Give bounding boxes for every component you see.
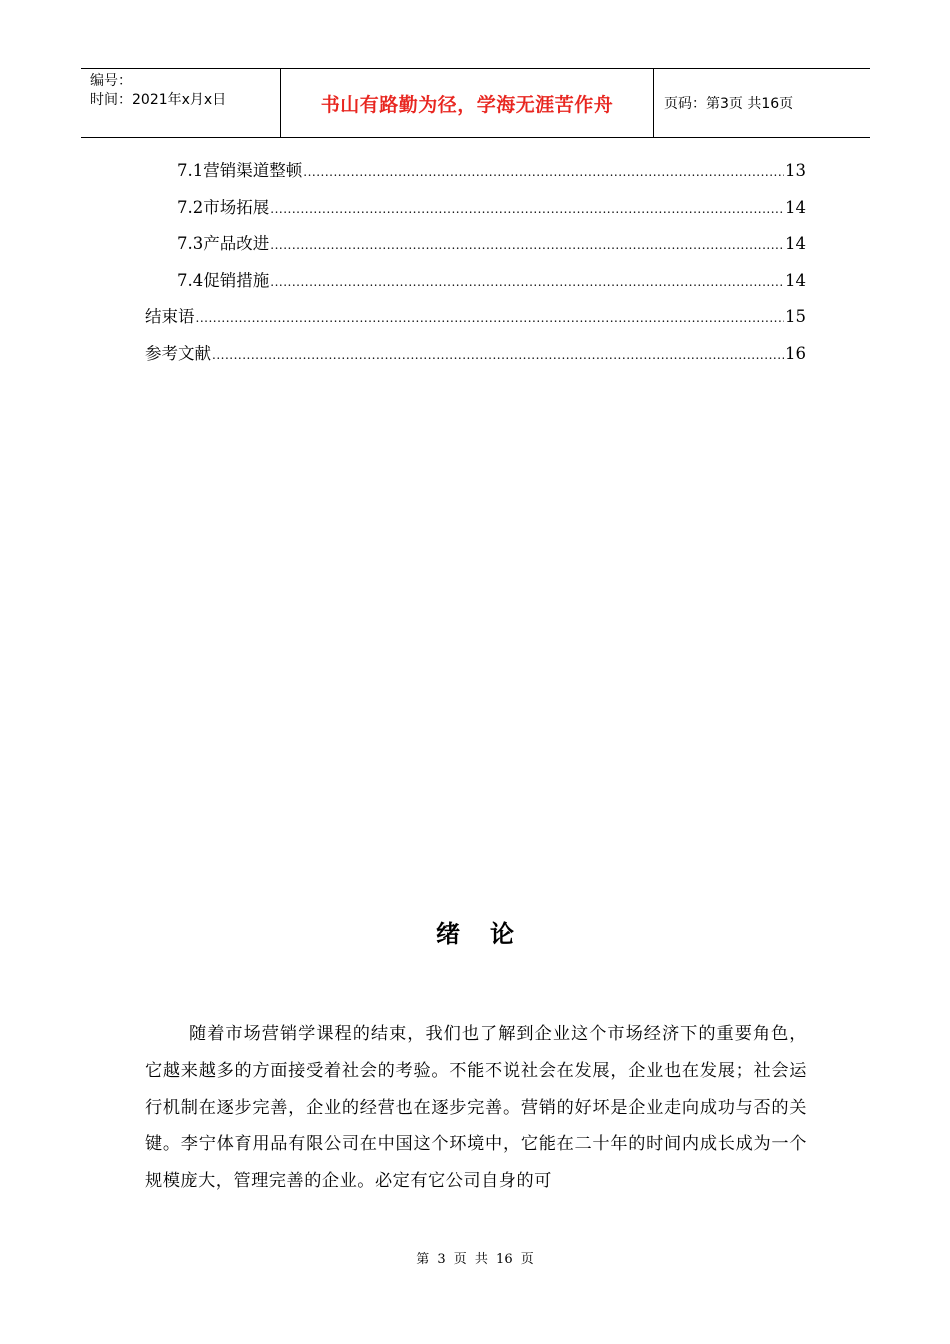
page-footer: 第 3 页 共 16 页	[416, 1252, 534, 1267]
document-header	[81, 68, 870, 138]
toc-entry-label: 7.3产品改进	[177, 234, 270, 254]
toc-entry-label: 参考文献	[145, 343, 211, 363]
toc-entry[interactable]	[145, 157, 806, 194]
toc-leader-dots	[212, 348, 784, 362]
toc-leader-dots	[196, 311, 785, 325]
toc-leader-dots	[303, 165, 784, 179]
toc-entry-label: 7.1营销渠道整顿	[177, 161, 303, 180]
toc-leader-dots	[270, 202, 784, 216]
header-page-info: 页码：第3页 共16页	[664, 96, 794, 112]
toc-entry-page: 14	[785, 197, 806, 217]
toc-entry-page: 14	[785, 234, 806, 254]
section-title: 绪论	[436, 920, 544, 948]
document-number-label: 编号：	[90, 73, 132, 89]
toc-entry-page: 16	[785, 343, 806, 363]
header-meta	[81, 69, 281, 137]
table-of-contents	[145, 157, 806, 377]
body-paragraph: 随着市场营销学课程的结束，我们也了解到企业这个市场经济下的重要角色，它越来越多的方面接受着社会的考验。不能不说社会在发展，企业也在发展；社会运行机制在逐步完善，企业的经营也在逐步完善。营销的好坏是企业走向成功与否的关键。李宁体育用品有限公司在中国这个环境中，它能在二十年的时间内成长成为一个规模庞大，管理完善的企业。必定有它公司自身的可	[145, 1024, 807, 1192]
toc-entry-label: 结束语	[145, 307, 195, 327]
header-motto: 书山有路勤为径，学海无涯苦作舟	[281, 69, 654, 137]
toc-leader-dots	[270, 275, 784, 289]
document-time: 时间：2021年x月x日	[90, 92, 227, 108]
toc-entry-label: 7.4促销措施	[177, 270, 270, 290]
toc-entry-page: 15	[785, 307, 806, 327]
toc-entry-page: 13	[785, 161, 806, 180]
toc-leader-dots	[270, 238, 784, 252]
toc-entry[interactable]	[145, 303, 806, 340]
toc-entry[interactable]	[145, 230, 806, 267]
toc-entry-label: 7.2市场拓展	[177, 197, 270, 217]
toc-entry-page: 14	[785, 270, 806, 290]
toc-entry[interactable]	[145, 340, 806, 377]
toc-entry[interactable]	[145, 267, 806, 304]
toc-entry[interactable]	[145, 194, 806, 231]
